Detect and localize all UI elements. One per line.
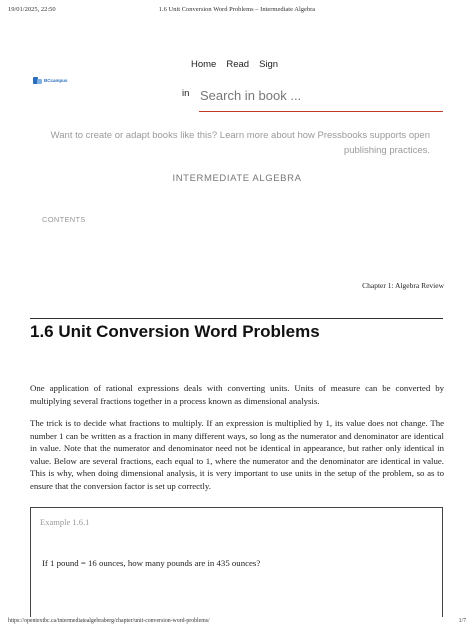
- page-title: 1.6 Unit Conversion Word Problems: [30, 322, 320, 341]
- nav-read-link[interactable]: Read: [226, 59, 250, 70]
- book-title[interactable]: INTERMEDIATE ALGEBRA: [172, 173, 302, 184]
- search-box: [199, 82, 443, 112]
- search-input[interactable]: [199, 82, 443, 108]
- example-title: Example 1.6.1: [40, 517, 90, 527]
- example-box: [30, 507, 443, 617]
- pressbooks-note[interactable]: Want to create or adapt books like this? Learn more about how Pressbooks supports open publishing practices.: [50, 130, 430, 156]
- print-footer: [8, 618, 466, 628]
- logo-text: BCcampus: [44, 78, 68, 83]
- print-doc-title: 1.6 Unit Conversion Word Problems – Intermediate Algebra: [158, 6, 316, 13]
- nav-home-link[interactable]: Home: [191, 59, 217, 70]
- print-date: 19/01/2025, 22:50: [8, 6, 56, 13]
- bccampus-logo[interactable]: [33, 76, 68, 85]
- top-nav: [191, 59, 278, 70]
- nav-sign-in-suffix[interactable]: in: [182, 88, 190, 99]
- title-divider: [30, 318, 443, 319]
- nav-sign-in-link[interactable]: Sign: [259, 59, 279, 70]
- chapter-label: Chapter 1: Algebra Review: [362, 281, 444, 290]
- contents-toggle[interactable]: CONTENTS: [42, 215, 86, 224]
- print-page-number: 1/7: [458, 618, 466, 624]
- body-paragraph: One application of rational expressions deals with converting units. Units of measure can be converted by multiplying several fractions together in a process known as dimensional analysis.: [30, 383, 444, 406]
- print-url: https://opentextbc.ca/intermediatealgebraberg/chapter/unit-conversion-word-problems/: [8, 618, 210, 624]
- example-question: If 1 pound = 16 ounces, how many pounds are in 435 ounces?: [42, 558, 261, 568]
- bccampus-logo-icon: [33, 76, 42, 85]
- print-header: [8, 6, 466, 16]
- body-paragraph: The trick is to decide what fractions to multiply. If an expression is multiplied by 1, its value does not change. The number 1 can be written as a fraction in many different ways, so long as the numerator and denominator are identical in value. Note that the numerator and denominator need not be identical in appearance, but rather only identical in value. Below are several fractions, each equal to 1, where the numerator and the denominator are identical in value. This is why, when doing dimensional analysis, it is very important to use units in the setup of the problem, so as to ensure that the conversion factor is set up correctly.: [30, 418, 444, 491]
